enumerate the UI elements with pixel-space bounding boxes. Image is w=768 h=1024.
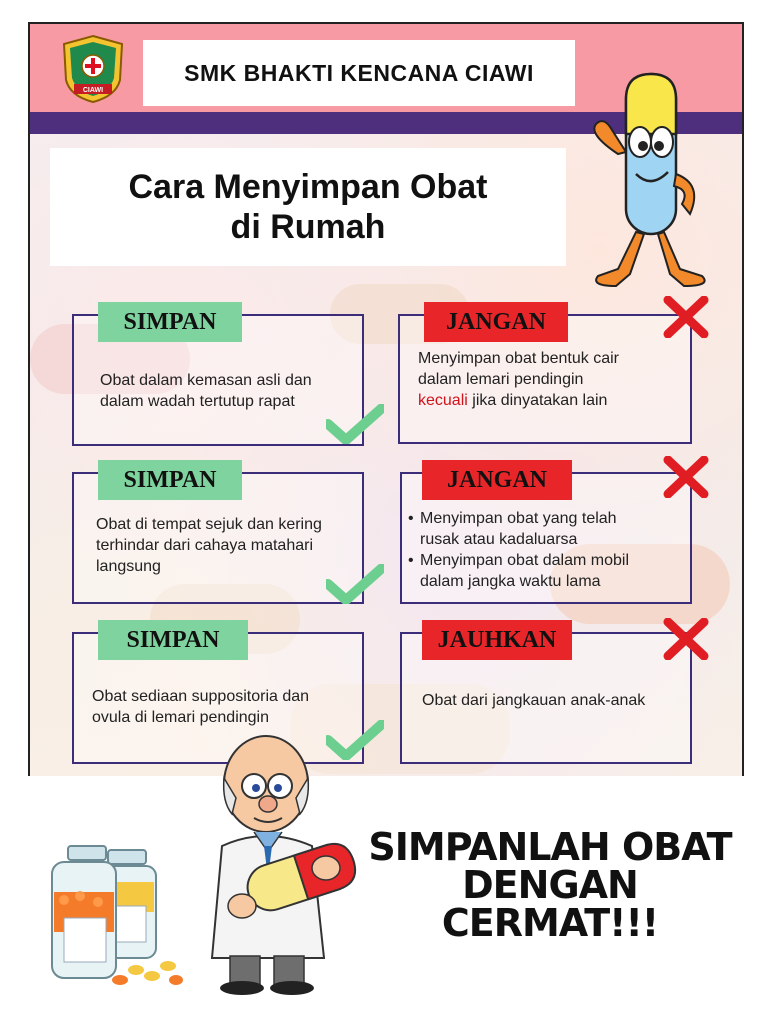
list-item bbox=[408, 508, 629, 550]
x-mark-icon bbox=[662, 456, 710, 498]
simpan-text-3 bbox=[92, 686, 309, 728]
doctor-illustration-icon bbox=[196, 728, 362, 996]
school-name: SMK BHAKTI KENCANA CIAWI bbox=[184, 59, 534, 86]
simpan-text-1 bbox=[100, 370, 312, 412]
text-line: Obat dalam kemasan asli dan bbox=[100, 372, 312, 389]
x-mark-icon bbox=[662, 296, 710, 338]
text-line: Obat di tempat sejuk dan kering bbox=[96, 516, 322, 533]
text-line: dalam jangka waktu lama bbox=[420, 573, 601, 590]
medicine-bottles-icon bbox=[40, 842, 190, 992]
text-line-rest: jika dinyatakan lain bbox=[467, 392, 608, 409]
poster-frame bbox=[28, 22, 744, 776]
school-name-box bbox=[143, 40, 575, 106]
check-icon bbox=[326, 564, 384, 604]
text-line: Menyimpan obat bentuk cair bbox=[418, 350, 619, 367]
text-line: dalam wadah tertutup rapat bbox=[100, 393, 295, 410]
text-line: ovula di lemari pendingin bbox=[92, 709, 269, 726]
text-line: terhindar dari cahaya matahari bbox=[96, 537, 314, 554]
highlight-word: kecuali bbox=[418, 392, 468, 409]
slogan bbox=[362, 825, 738, 945]
page-title-line2: di Rumah bbox=[230, 208, 386, 246]
text-line: Obat dari jangkauan anak-anak bbox=[422, 692, 646, 709]
simpan-tag-2: SIMPAN bbox=[98, 460, 242, 500]
slogan-line1: SIMPANLAH OBAT bbox=[368, 825, 732, 869]
list-item bbox=[408, 550, 629, 592]
text-line: • Menyimpan obat yang telah bbox=[420, 510, 617, 527]
jangan-text-2 bbox=[408, 508, 629, 592]
text-line: Obat sediaan suppositoria dan bbox=[92, 688, 310, 705]
check-icon bbox=[326, 404, 384, 444]
slogan-line2: DENGAN bbox=[462, 863, 638, 907]
slogan-line3: CERMAT!!! bbox=[441, 901, 659, 945]
jauhkan-text bbox=[422, 690, 645, 711]
simpan-text-2 bbox=[96, 514, 322, 577]
page-title-line1: Cara Menyimpan Obat bbox=[128, 168, 488, 206]
logo-text: CIAWI bbox=[82, 87, 104, 94]
text-line: rusak atau kadaluarsa bbox=[420, 531, 578, 548]
pill-mascot-icon bbox=[578, 64, 718, 304]
text-line bbox=[418, 390, 619, 411]
title-box bbox=[50, 148, 566, 266]
jauhkan-tag: JAUHKAN bbox=[422, 620, 572, 660]
simpan-tag-1: SIMPAN bbox=[98, 302, 242, 342]
x-mark-icon bbox=[662, 618, 710, 660]
jangan-tag-1: JANGAN bbox=[424, 302, 568, 342]
school-emblem-icon bbox=[60, 34, 126, 104]
jangan-tag-2: JANGAN bbox=[422, 460, 572, 500]
simpan-tag-3: SIMPAN bbox=[98, 620, 248, 660]
jangan-bullet-list bbox=[408, 508, 629, 592]
text-line: dalam lemari pendingin bbox=[418, 371, 584, 388]
jangan-text-1 bbox=[418, 348, 619, 411]
text-line: langsung bbox=[96, 558, 161, 575]
text-line: • Menyimpan obat dalam mobil bbox=[420, 552, 629, 569]
